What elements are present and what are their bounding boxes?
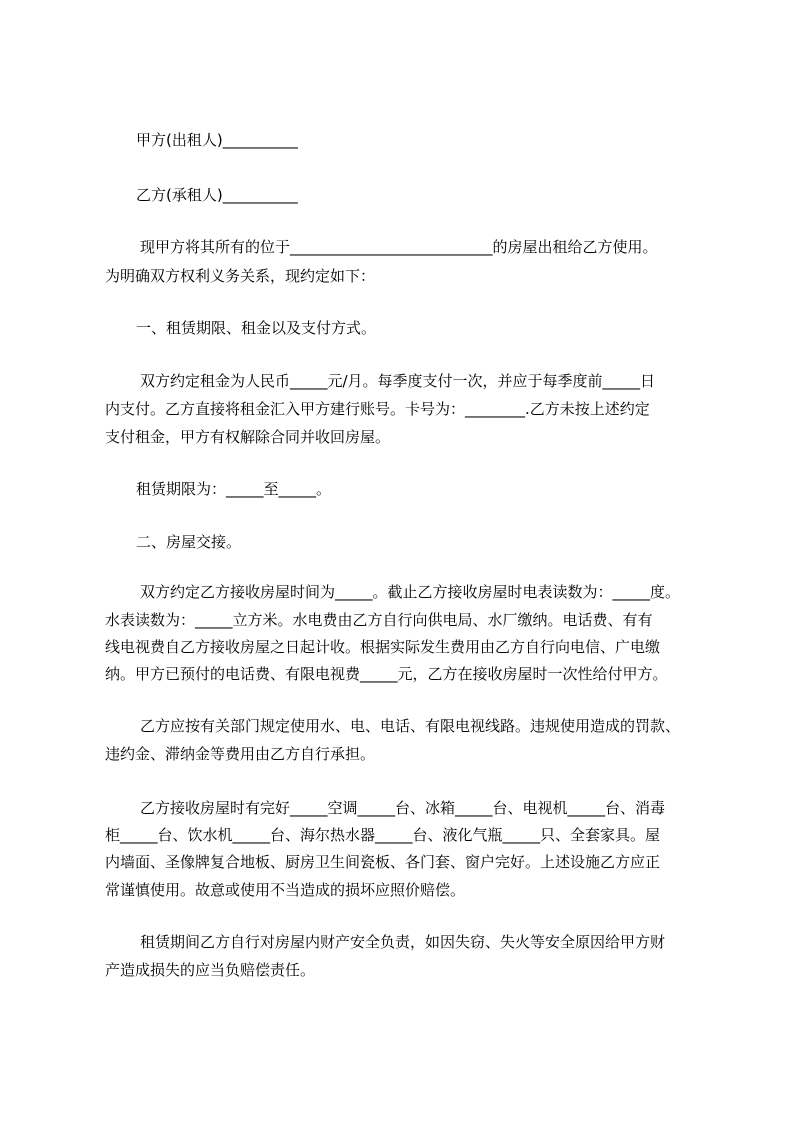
facilities-line-2: 柜_____台、饮水机_____台、海尔热水器_____台、液化气瓶_____只、全套家具。屋 xyxy=(105,826,661,844)
section1-heading: 一、租赁期限、租金以及支付方式。 xyxy=(136,319,377,337)
party-a-line: 甲方(出租人)__________ xyxy=(136,131,298,149)
facilities-line-1: 乙方接收房屋时有完好_____空调_____台、冰箱_____台、电视机_____台、消毒 xyxy=(140,799,666,817)
facilities-line-4: 常谨慎使用。故意或使用不当造成的损坏应照价赔偿。 xyxy=(105,881,466,899)
safety-line-2: 产造成损失的应当负赔偿责任。 xyxy=(105,961,316,979)
rent-line-1: 双方约定租金为人民币_____元/月。每季度支付一次，并应于每季度前_____日 xyxy=(140,372,656,390)
facilities-line-3: 内墙面、圣像牌复合地板、厨房卫生间瓷板、各门套、窗户完好。上述设施乙方应正 xyxy=(105,853,661,871)
intro-line-2: 为明确双方权利义务关系，现约定如下： xyxy=(105,267,376,285)
safety-line-1: 租赁期间乙方自行对房屋内财产安全负责，如因失窃、失火等安全原因给甲方财 xyxy=(140,933,666,951)
rent-line-3: 支付租金，甲方有权解除合同并收回房屋。 xyxy=(105,428,391,446)
handover-line-4: 纳。甲方已预付的电话费、有限电视费_____元，乙方在接收房屋时一次性给付甲方。 xyxy=(105,665,668,683)
rent-line-2: 内支付。乙方直接将租金汇入甲方建行账号。卡号为：________.乙方未按上述约定 xyxy=(105,400,650,418)
handover-line-1: 双方约定乙方接收房屋时间为_____。截止乙方接收房屋时电表读数为：_____度。 xyxy=(140,583,681,601)
lease-term-line: 租赁期限为：_____至_____。 xyxy=(136,480,332,498)
party-b-line: 乙方(承租人)__________ xyxy=(136,186,298,204)
intro-line-1: 现甲方将其所有的位于___________________________的房屋出租给乙方使用。 xyxy=(140,238,658,256)
utility-line-2: 违约金、滞纳金等费用由乙方自行承担。 xyxy=(105,745,376,763)
utility-line-1: 乙方应按有关部门规定使用水、电、电话、有限电视线路。违规使用造成的罚款、 xyxy=(140,717,681,735)
handover-line-2: 水表读数为：_____立方米。水电费由乙方自行向供电局、水厂缴纳。电话费、有有 xyxy=(105,611,653,629)
handover-line-3: 线电视费自乙方接收房屋之日起计收。根据实际发生费用由乙方自行向电信、广电缴 xyxy=(105,638,661,656)
section2-heading: 二、房屋交接。 xyxy=(136,533,242,551)
